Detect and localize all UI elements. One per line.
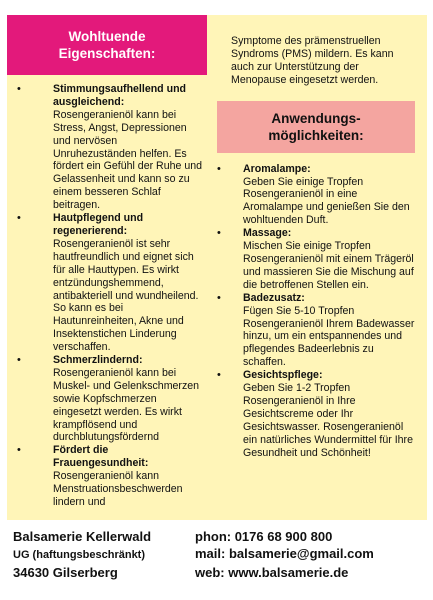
item-text: Fügen Sie 5-10 Tropfen Rosengeranienöl Ihrem Badewasser hinzu, um ein entspannendes und pflegendes Badeerlebnis zu schaffen. xyxy=(243,304,415,369)
company-name: Balsamerie Kellerwald xyxy=(13,529,152,544)
properties-list xyxy=(7,83,207,509)
properties-header xyxy=(7,15,207,75)
list-item xyxy=(7,354,207,444)
properties-header-line1: Wohltuende xyxy=(68,29,146,44)
list-item xyxy=(231,227,421,292)
item-title: • Aromalampe: xyxy=(243,162,311,175)
list-item xyxy=(7,444,207,509)
applications-header-line1: Anwendungs- xyxy=(271,110,361,126)
website-link[interactable]: web: www.balsamerie.de xyxy=(195,565,349,580)
item-text: Rosengeranienöl kann bei Stress, Angst, Depressionen und nervösen Unruhezuständen helfen. Es fördert ein Gefühl der Ruhe und Gelassenheit und kann so zu einem besseren Schlaf beitragen. xyxy=(53,108,202,212)
item-text: Geben Sie einige Tropfen Rosengeranienöl in eine Aromalampe und genießen Sie den wohltuenden Duft. xyxy=(243,175,410,227)
item-title: • Badezusatz: xyxy=(243,291,305,304)
item-title: • Stimmungsaufhellend und ausgleichend: xyxy=(53,83,187,108)
right-column xyxy=(217,15,421,459)
item-title: • Fördert die Frauengesundheit: xyxy=(53,444,149,470)
properties-header-line2: Eigenschaften: xyxy=(58,46,156,61)
item-title: • Gesichtspflege: xyxy=(243,369,323,382)
list-item xyxy=(231,163,421,228)
item-text: Rosengeranienöl kann Menstruationsbeschwerden lindern und xyxy=(53,470,183,508)
item-title: • Massage: xyxy=(243,227,292,240)
company-city: 34630 Gilserberg xyxy=(13,565,118,580)
applications-list xyxy=(217,163,421,460)
phone-number[interactable]: phon: 0176 68 900 800 xyxy=(195,529,333,544)
contact-footer xyxy=(13,528,427,581)
list-item xyxy=(7,83,207,212)
list-item xyxy=(7,212,207,354)
left-column xyxy=(7,15,207,509)
item-title: • Hautpflegend und regenerierend: xyxy=(53,212,144,237)
list-item xyxy=(231,292,421,369)
item-text: Rosengeranienöl kann bei Muskel- und Gelenkschmerzen sowie Kopfschmerzen eingesetzt werden. Es wirkt krampflösend und durchblutungsfördernd xyxy=(53,366,200,444)
list-item xyxy=(231,369,421,459)
item-text: Rosengeranienöl ist sehr hautfreundlich und eignet sich für alle Hauttypen. Es wirkt entzündungshemmend, antibakteriell und wundheilend. So kann es bei Hautunreinheiten, Akne und Insektenstichen Linderung verschaffen. xyxy=(53,237,199,354)
email-address[interactable]: mail: balsamerie@gmail.com xyxy=(195,546,374,561)
item-title: • Schmerzlindernd: xyxy=(53,354,143,367)
item-text: Mischen Sie einige Tropfen Rosengeranienöl mit einem Trägeröl und massieren Sie die Mischung auf die betroffenen Stellen ein. xyxy=(243,240,414,291)
applications-header-line2: möglichkeiten: xyxy=(268,127,364,143)
continued-text: Symptome des prämenstruellen Syndroms (PMS) mildern. Es kann auch zur Unterstützung der Menopause eingesetzt werden. xyxy=(231,35,394,86)
applications-header xyxy=(217,101,415,153)
item-text: Geben Sie 1-2 Tropfen Rosengeranienöl in Ihre Gesichtscreme oder Ihr Gesichtswasser. Rosengeranienöl ein natürliches Wundermittel für Ihre Gesundheit und Schönheit! xyxy=(243,382,413,459)
company-legal-form: UG (haftungsbeschränkt) xyxy=(13,549,146,561)
